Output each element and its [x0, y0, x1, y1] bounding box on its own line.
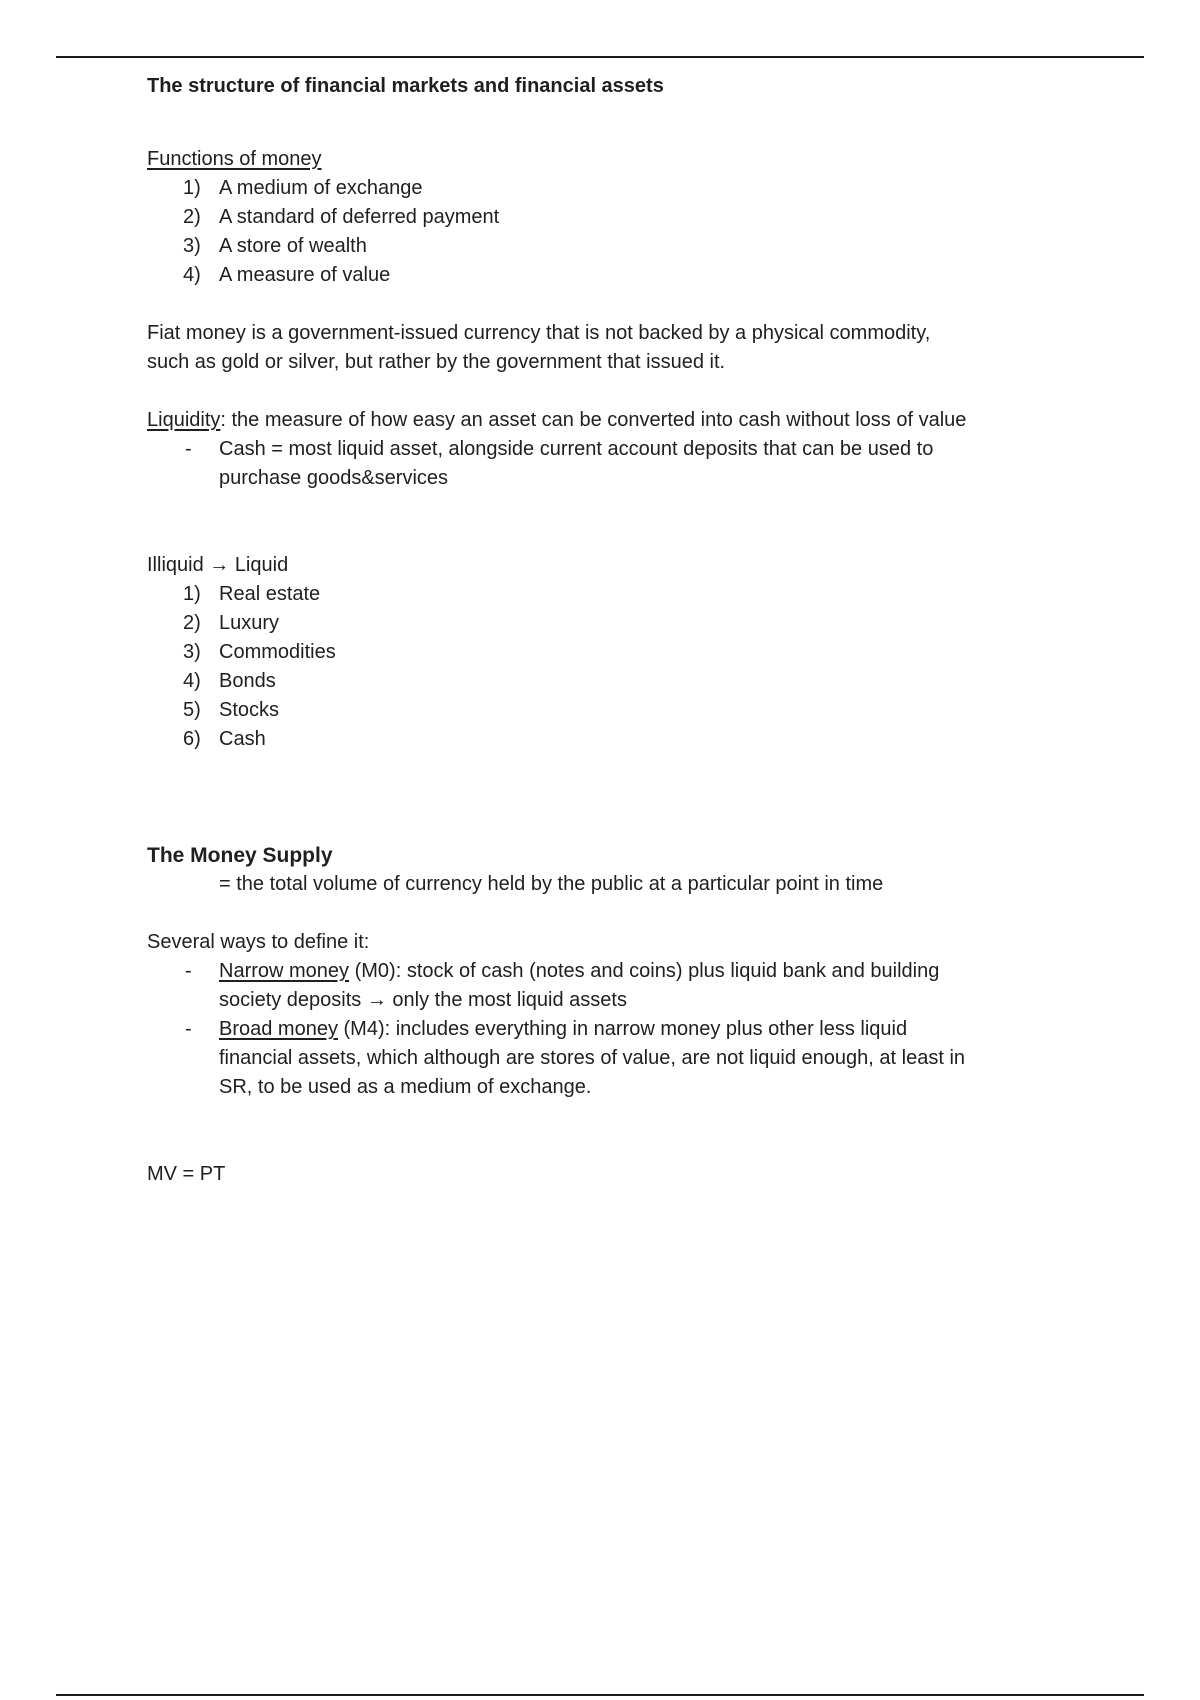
money-supply-definition: = the total volume of currency held by the public at a particular point in time	[219, 873, 884, 895]
list-number: 1)	[183, 177, 201, 199]
list-number: 3)	[183, 235, 201, 257]
liquidity-definition	[147, 406, 1067, 435]
list-item	[147, 957, 1067, 986]
money-supply-bullets-2	[147, 1015, 1067, 1044]
list-item	[147, 174, 1067, 203]
list-item-text: Bonds	[219, 670, 276, 692]
top-rule	[56, 56, 1144, 58]
illiquid-list	[147, 580, 1067, 754]
narrow-money-term: Narrow money	[219, 960, 350, 982]
list-item	[147, 725, 1067, 754]
liquidity-definition-text: : the measure of how easy an asset can be converted into cash without loss of value	[220, 409, 967, 431]
document-page	[147, 72, 1067, 1189]
list-item	[147, 638, 1067, 667]
list-number: 2)	[183, 206, 201, 228]
dash-marker: -	[185, 1018, 192, 1040]
list-number: 3)	[183, 641, 201, 663]
list-item-text: A standard of deferred payment	[219, 206, 500, 228]
list-item	[147, 580, 1067, 609]
money-supply-heading: The Money Supply	[147, 844, 333, 867]
list-item-text: Cash = most liquid asset, alongside current account deposits that can be used to	[219, 438, 934, 460]
illiquid-heading: Illiquid → Liquid	[147, 554, 289, 576]
liquidity-bullet-continuation: purchase goods&services	[219, 467, 449, 489]
list-item	[147, 232, 1067, 261]
list-item-text: Commodities	[219, 641, 336, 663]
list-item	[147, 609, 1067, 638]
list-item-text: A measure of value	[219, 264, 391, 286]
functions-list	[147, 174, 1067, 290]
dash-marker: -	[185, 438, 192, 460]
list-item-text: Stocks	[219, 699, 280, 721]
dash-marker: -	[185, 960, 192, 982]
list-item-text: (M0): stock of cash (notes and coins) plus liquid bank and building	[349, 960, 940, 982]
money-supply-bullets	[147, 957, 1067, 986]
list-item-text: Luxury	[219, 612, 280, 634]
fiat-paragraph-line-1: Fiat money is a government-issued currency that is not backed by a physical commodity,	[147, 322, 931, 344]
list-item	[147, 696, 1067, 725]
list-item-text: Cash	[219, 728, 266, 750]
list-item	[147, 261, 1067, 290]
list-number: 4)	[183, 264, 201, 286]
broad-money-continuation-2: SR, to be used as a medium of exchange.	[219, 1076, 592, 1098]
broad-money-term: Broad money	[219, 1018, 338, 1040]
document-title: The structure of financial markets and financial assets	[147, 75, 664, 97]
list-number: 6)	[183, 728, 201, 750]
quantity-equation: MV = PT	[147, 1163, 226, 1185]
list-item-text: A store of wealth	[219, 235, 367, 257]
list-number: 1)	[183, 583, 201, 605]
list-item	[147, 435, 1067, 464]
list-number: 5)	[183, 699, 201, 721]
liquidity-bullets	[147, 435, 1067, 464]
list-item	[147, 1015, 1067, 1044]
fiat-paragraph-line-2: such as gold or silver, but rather by the government that issued it.	[147, 351, 726, 373]
narrow-money-continuation: society deposits → only the most liquid assets	[219, 989, 627, 1011]
list-number: 4)	[183, 670, 201, 692]
functions-heading-text: Functions of money	[147, 148, 322, 170]
bottom-rule	[56, 1694, 1144, 1696]
list-item-text: A medium of exchange	[219, 177, 423, 199]
functions-heading	[147, 145, 1067, 174]
money-supply-intro: Several ways to define it:	[147, 931, 370, 953]
liquidity-term: Liquidity	[147, 409, 221, 431]
list-item	[147, 667, 1067, 696]
list-item	[147, 203, 1067, 232]
list-item-text: Real estate	[219, 583, 321, 605]
broad-money-continuation-1: financial assets, which although are stores of value, are not liquid enough, at least in	[219, 1047, 966, 1069]
list-number: 2)	[183, 612, 201, 634]
list-item-text: (M4): includes everything in narrow money plus other less liquid	[337, 1018, 908, 1040]
